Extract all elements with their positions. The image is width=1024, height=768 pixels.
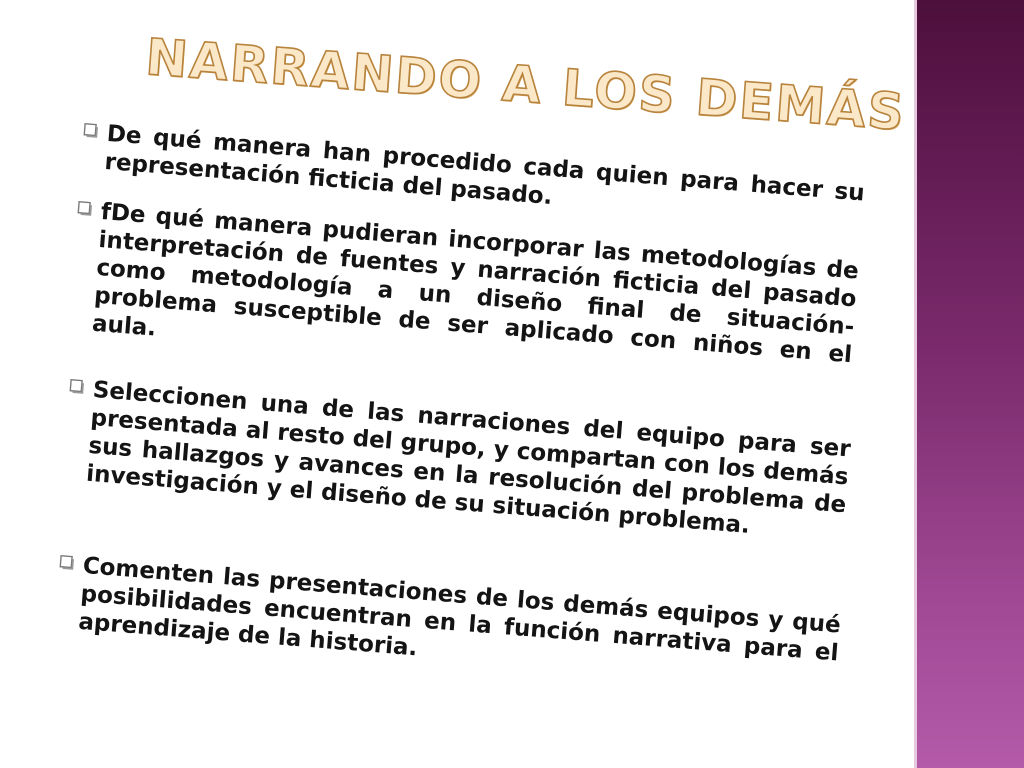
bullet-text-2: fDe qué manera pudieran incorporar las metodologías de interpretación de fuentes y narración ficticia del pasado como metodología a un diseño final de situación-problema susceptible de ser aplicado con niños en el aula. (91, 198, 860, 369)
bullet-text-3: Seleccionen una de las narraciones del equipo para ser presentada al resto del grupo, y compartan con los demás sus hallazgos y avances en la resolución del problema de investigación y el diseño de su situación problema. (85, 376, 852, 539)
bullet-item-4 (77, 552, 841, 695)
bullet-item-2 (91, 198, 860, 397)
slide-title: NARRANDO A LOS DEMÁS (143, 28, 908, 142)
square-bullet-icon (83, 122, 99, 138)
square-bullet-icon (77, 200, 93, 216)
decorative-side-band (914, 0, 1024, 768)
square-bullet-icon (59, 554, 75, 570)
bullet-item-3 (85, 376, 851, 547)
square-bullet-icon (69, 378, 85, 394)
bullet-text-4: Comenten las presentaciones de los demás equipos y qué posibilidades encuentran en la función narrativa para el aprendizaje de la historia. (77, 552, 842, 667)
bullet-text-1: De qué manera han procedido cada quien para hacer su representación ficticia del pasado. (103, 120, 866, 211)
